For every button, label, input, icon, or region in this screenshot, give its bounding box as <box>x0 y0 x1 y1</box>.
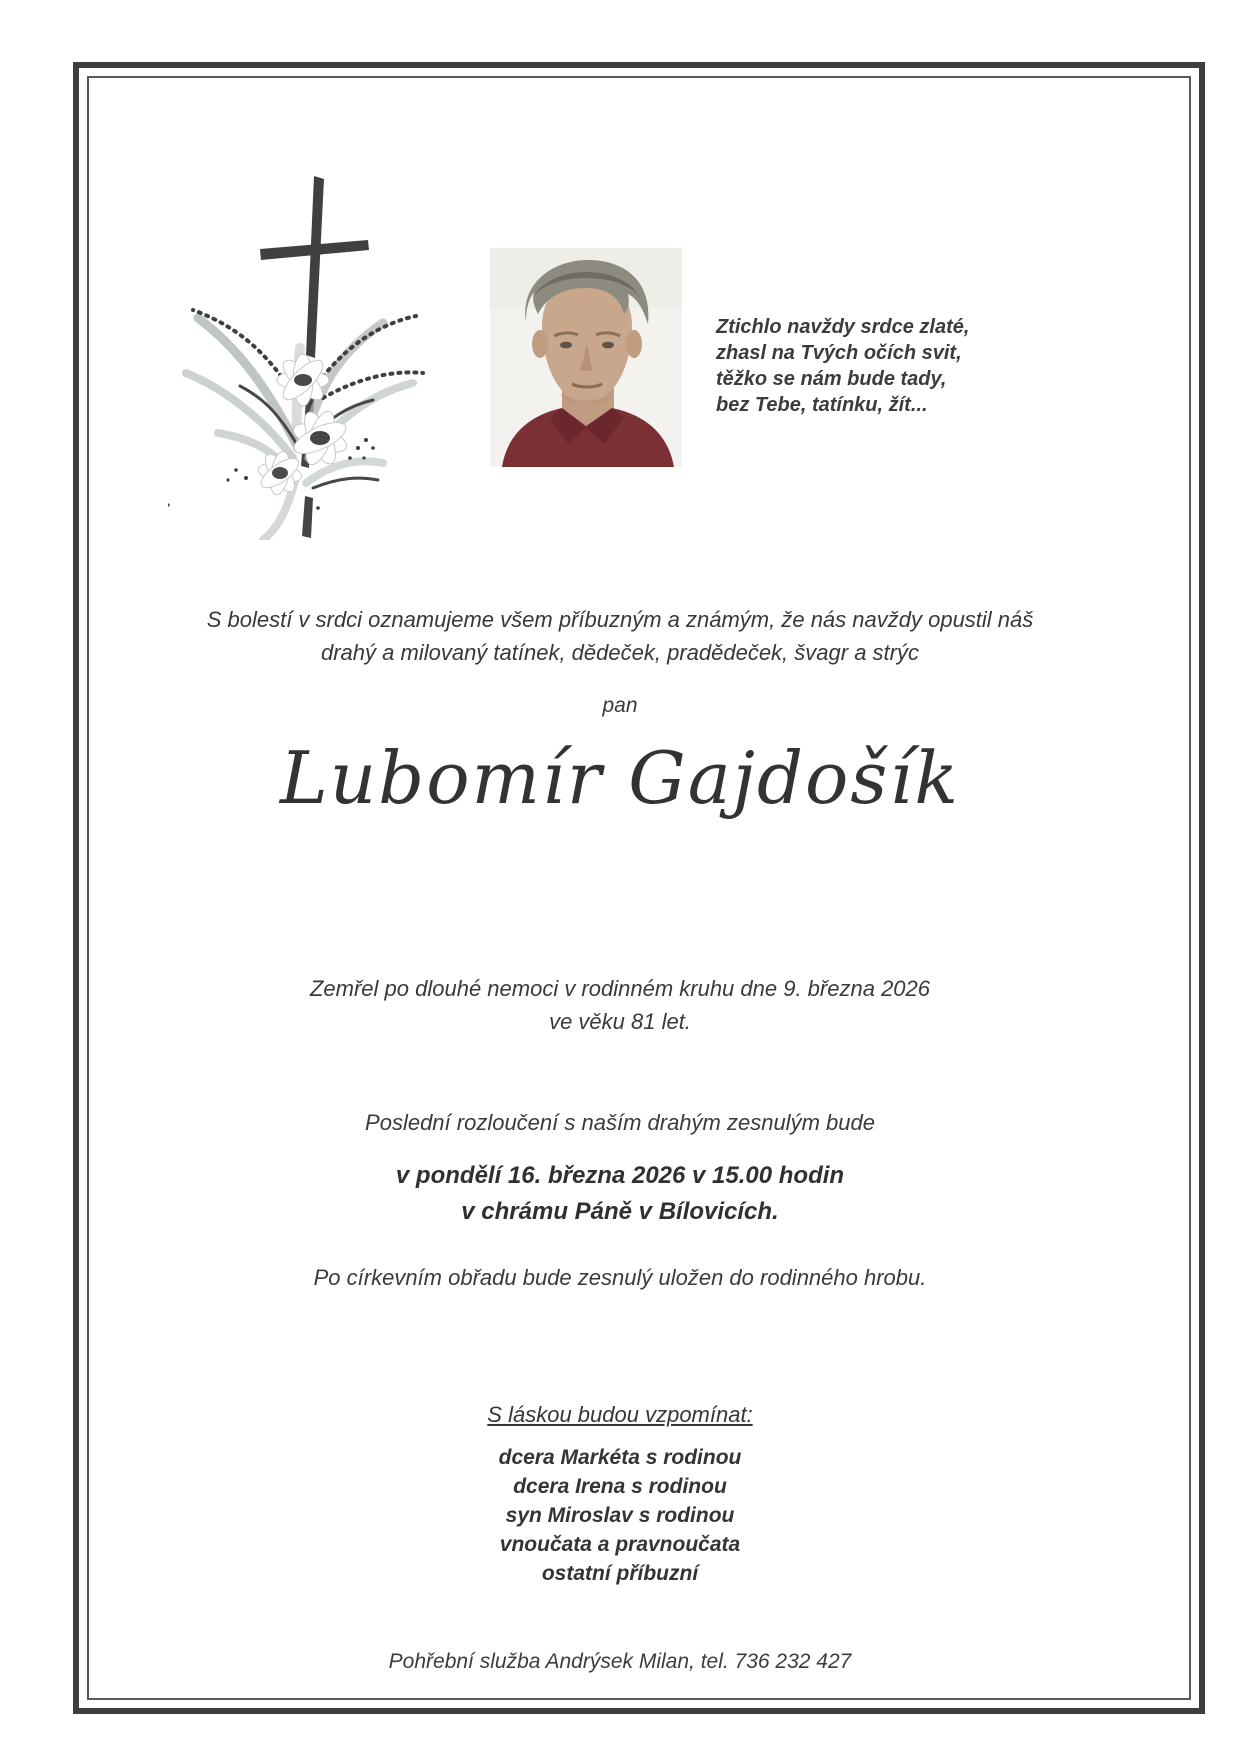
death-info-line-1: Zemřel po dlouhé nemoci v rodinném kruhu dne 9. března 2026 <box>309 976 931 1001</box>
farewell-intro: Poslední rozloučení s naším drahým zesnulým bude <box>365 1110 875 1135</box>
poem-line: těžko se nám bude tady, <box>716 368 947 390</box>
announcement-line-2: drahý a milovaný tatínek, dědeček, pradědeček, švagr a strýc <box>321 640 919 665</box>
poem-line: zhasl na Tvých očích svit, <box>716 342 962 364</box>
mourners-list <box>100 1443 1140 1588</box>
deceased-name: Lubomír Gajdošík <box>279 736 961 820</box>
mourner-item: dcera Markéta s rodinou <box>498 1446 742 1469</box>
poem-line: bez Tebe, tatínku, žít... <box>716 394 928 416</box>
death-info <box>100 972 1140 1038</box>
farewell-when <box>100 1158 1140 1230</box>
deceased-portrait-photo <box>490 248 682 467</box>
mourner-item: dcera Irena s rodinou <box>513 1475 727 1498</box>
cross-and-flowers-icon <box>168 148 434 540</box>
announcement-line-1: S bolestí v srdci oznamujeme všem příbuzným a známým, že nás navždy opustil náš <box>206 607 1034 632</box>
farewell-datetime: v pondělí 16. března 2026 v 15.00 hodin <box>395 1162 845 1189</box>
poem-line: Ztichlo navždy srdce zlaté, <box>716 316 970 338</box>
burial-note: Po církevním obřadu bude zesnulý uložen do rodinného hrobu. <box>313 1265 927 1290</box>
announcement <box>100 603 1140 669</box>
mourner-item: ostatní příbuzní <box>541 1562 699 1585</box>
salutation: pan <box>602 694 638 717</box>
mourner-item: syn Miroslav s rodinou <box>505 1504 735 1527</box>
poem <box>716 314 1016 418</box>
mourners-heading <box>100 1402 1140 1428</box>
mourners-heading-text: S láskou budou vzpomínat: <box>487 1402 753 1427</box>
farewell-place: v chrámu Páně v Bílovicích. <box>461 1198 779 1225</box>
death-info-line-2: ve věku 81 let. <box>549 1009 691 1034</box>
mourner-item: vnoučata a pravnoučata <box>499 1533 741 1556</box>
funeral-service-contact: Pohřební služba Andrýsek Milan, tel. 736 232 427 <box>388 1650 852 1673</box>
